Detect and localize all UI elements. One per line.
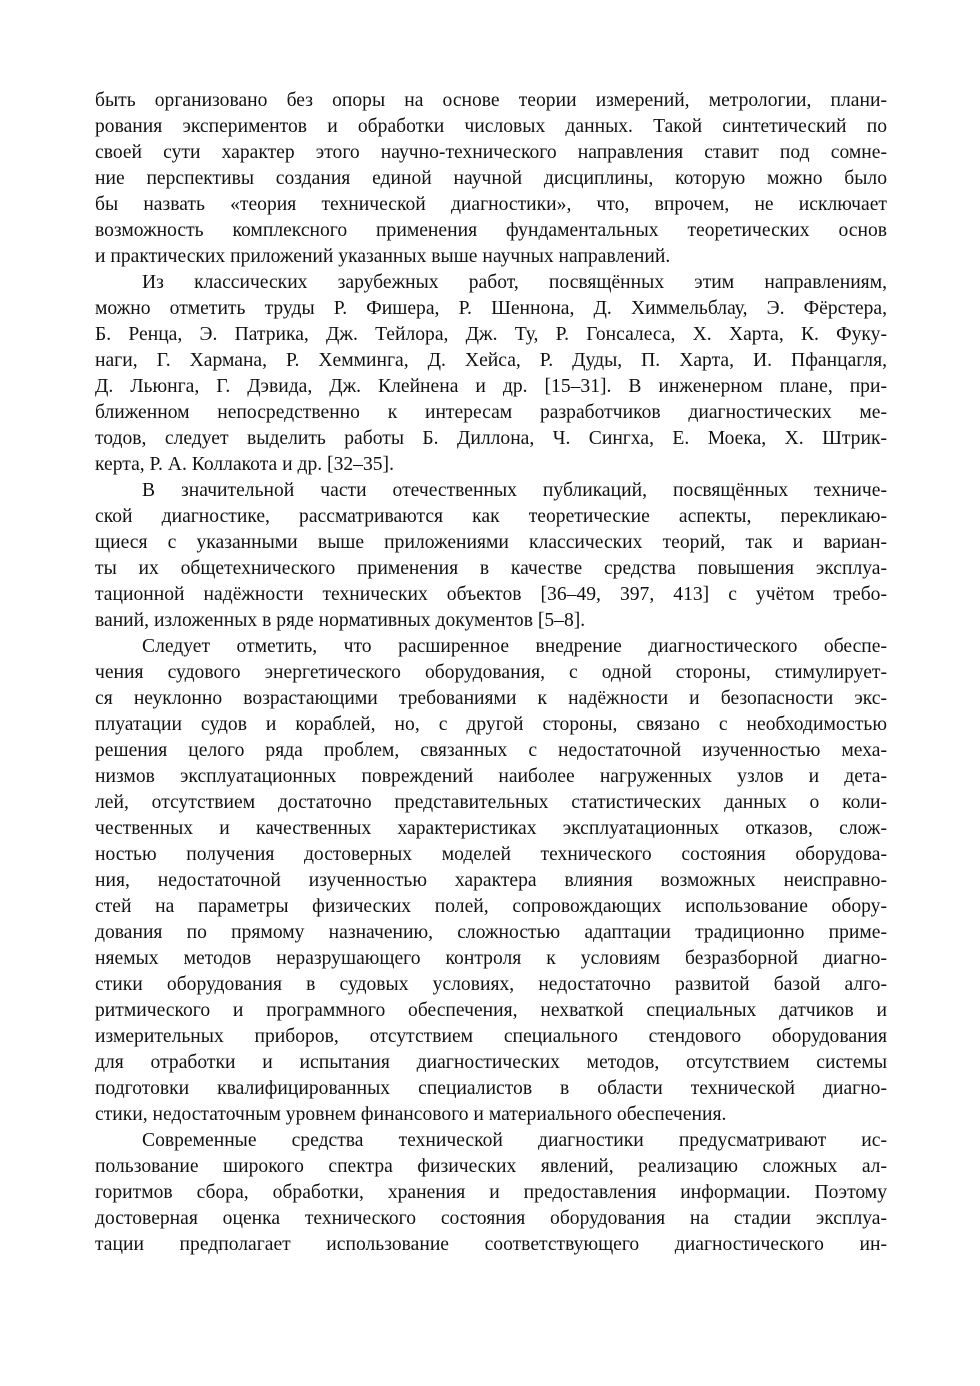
document-page [95, 88, 887, 1258]
text-line: няемых методов неразрушающего контроля к условиям безразборной диагно- [95, 948, 887, 969]
text-line: и практических приложений указанных выше научных направлений. [95, 246, 671, 267]
text-line: щиеся с указанными выше приложениями классических теорий, так и вариан- [95, 532, 887, 553]
text-line: измерительных приборов, отсутствием специального стендового оборудования [95, 1026, 887, 1047]
text-line: ния, недостаточной изученностью характера влияния возможных неисправно- [95, 870, 887, 891]
text-line: низмов эксплуатационных повреждений наиболее нагруженных узлов и дета- [95, 766, 887, 787]
text-line: стики, недостаточным уровнем финансового и материального обеспечения. [95, 1104, 727, 1125]
text-line: ты их общетехнического применения в качестве средства повышения эксплуа- [95, 558, 887, 579]
paragraph-3 [95, 478, 887, 634]
text-line: ние перспективы создания единой научной дисциплины, которую можно было [95, 168, 887, 189]
text-line: быть организовано без опоры на основе теории измерений, метрологии, плани- [95, 90, 887, 111]
text-line: бы назвать «теория технической диагностики», что, впрочем, не исключает [95, 194, 887, 215]
text-line: ваний, изложенных в ряде нормативных документов [5–8]. [95, 610, 586, 631]
text-line: для отработки и испытания диагностических методов, отсутствием системы [95, 1052, 887, 1073]
text-line: Б. Ренца, Э. Патрика, Дж. Тейлора, Дж. Ту, Р. Гонсалеса, Х. Харта, К. Фуку- [95, 324, 887, 345]
text-line: тодов, следует выделить работы Б. Диллона, Ч. Сингха, Е. Моека, Х. Штрик- [95, 428, 887, 449]
text-line: ностью получения достоверных моделей технического состояния оборудова- [95, 844, 887, 865]
text-line: ближенном непосредственно к интересам разработчиков диагностических ме- [95, 402, 887, 423]
text-line: можно отметить труды Р. Фишера, Р. Шеннона, Д. Химмельблау, Э. Фёрстера, [95, 298, 887, 319]
text-line: стики оборудования в судовых условиях, недостаточно развитой базой алго- [95, 974, 887, 995]
text-line: стей на параметры физических полей, сопровождающих использование обору- [95, 896, 887, 917]
text-line: В значительной части отечественных публикаций, посвящённых техниче- [142, 480, 887, 501]
paragraph-1 [95, 88, 887, 270]
text-line: Современные средства технической диагностики предусматривают ис- [142, 1130, 887, 1151]
text-line: дования по прямому назначению, сложностью адаптации традиционно приме- [95, 922, 887, 943]
text-line: лей, отсутствием достаточно представительных статистических данных о коли- [95, 792, 887, 813]
text-line: решения целого ряда проблем, связанных с недостаточной изученностью меха- [95, 740, 887, 761]
text-line: своей сути характер этого научно-технического направления ставит под сомне- [95, 142, 887, 163]
text-line: достоверная оценка технического состояния оборудования на стадии эксплуа- [95, 1208, 887, 1229]
text-line: плуатации судов и кораблей, но, с другой стороны, связано с необходимостью [95, 714, 887, 735]
text-line: чения судового энергетического оборудования, с одной стороны, стимулирует- [95, 662, 887, 683]
text-line: ся неуклонно возрастающими требованиями к надёжности и безопасности экс- [95, 688, 887, 709]
text-line: Из классических зарубежных работ, посвящённых этим направлениям, [142, 272, 887, 293]
text-line: возможность комплексного применения фундаментальных теоретических основ [95, 220, 887, 241]
text-line: рования экспериментов и обработки числовых данных. Такой синтетический по [95, 116, 887, 137]
text-line: керта, Р. А. Коллакота и др. [32–35]. [95, 454, 394, 475]
text-line: наги, Г. Хармана, Р. Хемминга, Д. Хейса, Р. Дуды, П. Харта, И. Пфанцагля, [95, 350, 887, 371]
text-line: Д. Льюнга, Г. Дэвида, Дж. Клейнена и др. [15–31]. В инженерном плане, при- [95, 376, 887, 397]
text-line: ритмического и программного обеспечения, нехваткой специальных датчиков и [95, 1000, 887, 1021]
paragraph-2 [95, 270, 887, 478]
text-line: пользование широкого спектра физических явлений, реализацию сложных ал- [95, 1156, 887, 1177]
text-line: тационной надёжности технических объектов [36–49, 397, 413] с учётом требо- [95, 584, 887, 605]
paragraph-5 [95, 1128, 887, 1258]
paragraph-4 [95, 634, 887, 1128]
text-line: Следует отметить, что расширенное внедрение диагностического обеспе- [142, 636, 887, 657]
text-line: чественных и качественных характеристиках эксплуатационных отказов, слож- [95, 818, 887, 839]
text-line: ской диагностике, рассматриваются как теоретические аспекты, перекликаю- [95, 506, 887, 527]
text-line: тации предполагает использование соответствующего диагностического ин- [95, 1234, 887, 1255]
text-line: подготовки квалифицированных специалистов в области технической диагно- [95, 1078, 887, 1099]
text-line: горитмов сбора, обработки, хранения и предоставления информации. Поэтому [95, 1182, 887, 1203]
